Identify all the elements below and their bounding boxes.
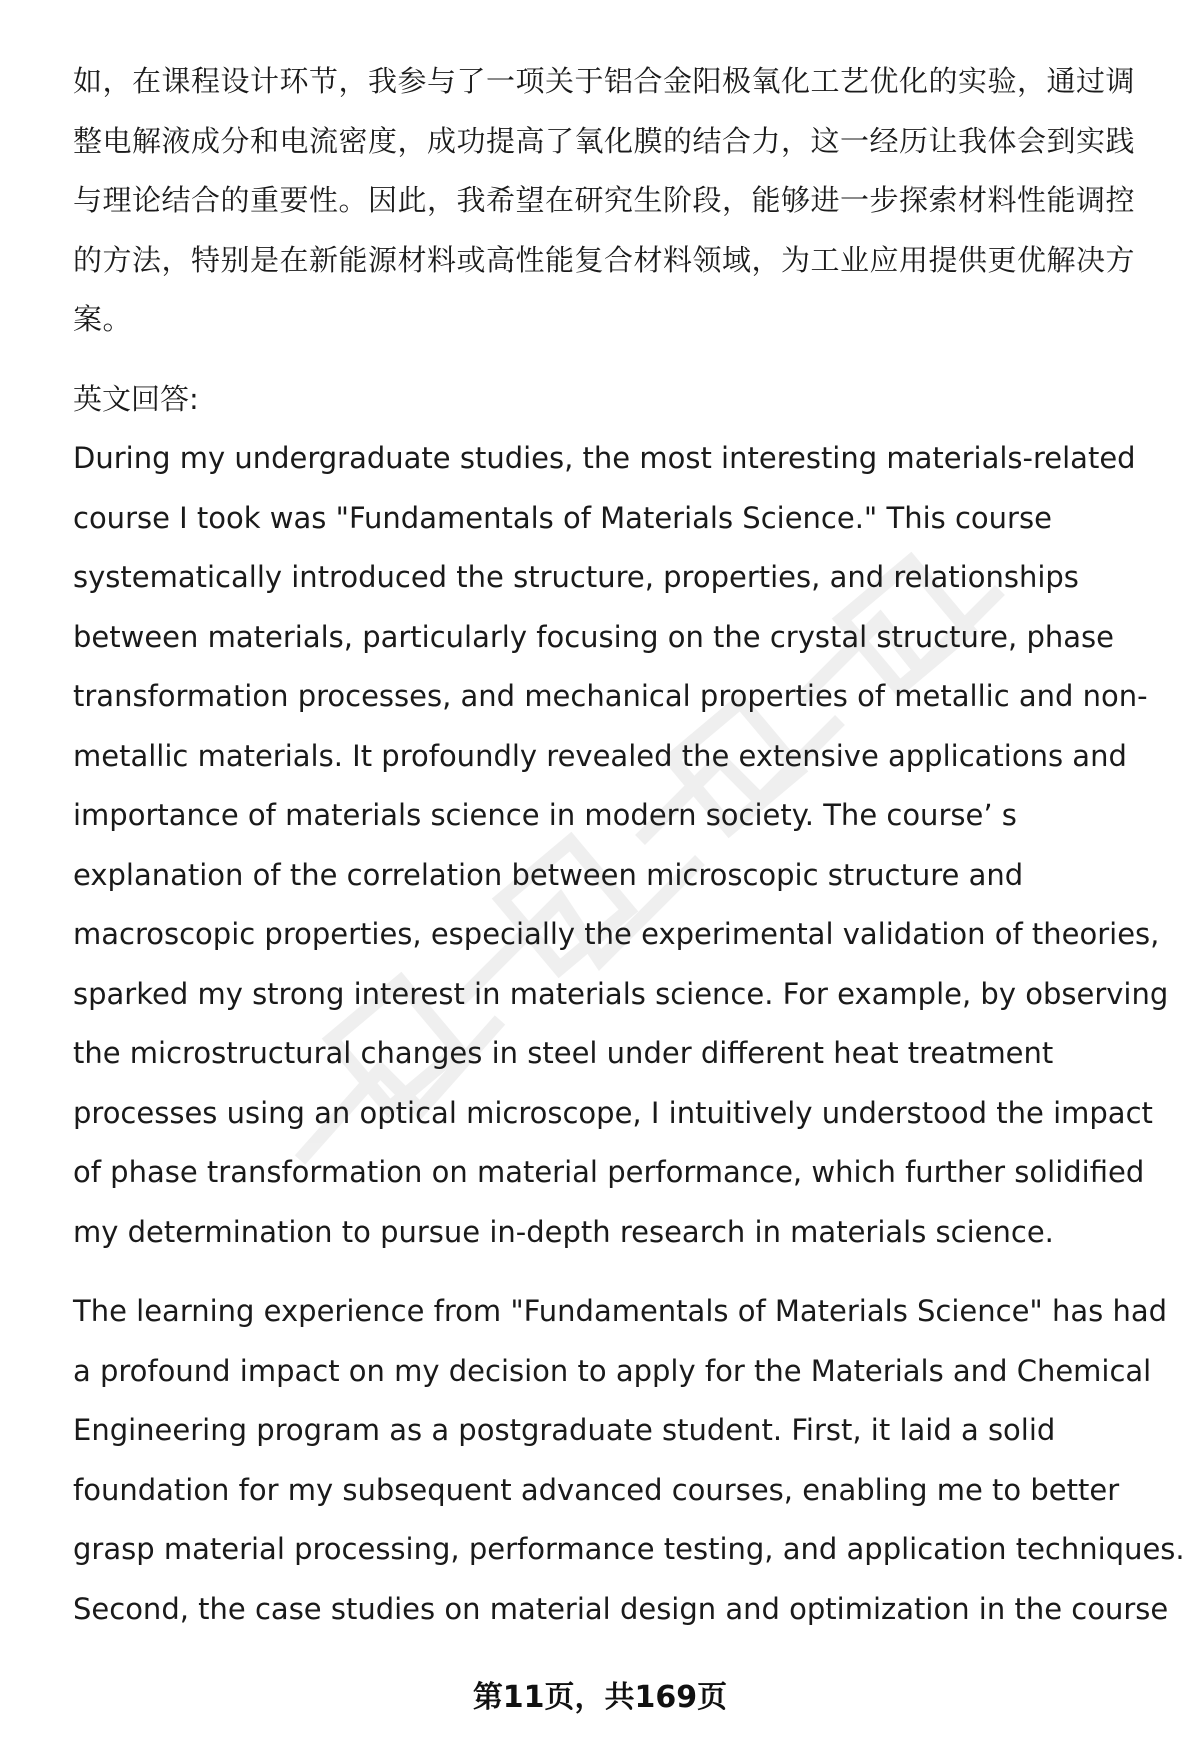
text-line: processes using an optical microscope, I intuitively understood the impact (73, 1095, 1153, 1130)
text-line: 案。 (73, 302, 133, 336)
text-line: importance of materials science in modern society. The course’ s (73, 798, 1017, 832)
text-line: between materials, particularly focusing on the crystal structure, phase (73, 619, 1114, 654)
text-line: Engineering program as a postgraduate student. First, it laid a solid (73, 1413, 1056, 1447)
text-line: of phase transformation on material performance, which further solidified (73, 1155, 1145, 1189)
page-number-footer: 第11页，共169页 (472, 1680, 728, 1715)
document-body (73, 52, 1185, 1659)
english-answer-label: 英文回答: (73, 381, 199, 416)
text-line: metallic materials. It profoundly revealed the extensive applications and (73, 738, 1127, 773)
text-line: foundation for my subsequent advanced courses, enabling me to better (73, 1472, 1120, 1507)
text-line: sparked my strong interest in materials science. For example, by observing (73, 976, 1169, 1011)
text-line: course I took was "Fundamentals of Materials Science." This course (73, 500, 1052, 535)
english-paragraph-2 (73, 1282, 1185, 1639)
text-line: 与理论结合的重要性。因此，我希望在研究生阶段，能够进一步探索材料性能调控 (73, 183, 1136, 217)
text-line: a profound impact on my decision to apply for the Materials and Chemical (73, 1353, 1152, 1388)
text-line: macroscopic properties, especially the experimental validation of theories, (73, 917, 1160, 951)
text-line: transformation processes, and mechanical properties of metallic and non- (73, 679, 1148, 713)
text-line: the microstructural changes in steel under different heat treatment (73, 1036, 1054, 1070)
text-line: The learning experience from "Fundamentals of Materials Science" has had (73, 1294, 1168, 1328)
text-line: 的方法，特别是在新能源材料或高性能复合材料领域，为工业应用提供更优解决方 (73, 242, 1136, 277)
text-line: Second, the case studies on material design and optimization in the course (73, 1591, 1169, 1626)
english-paragraph-1 (73, 429, 1169, 1262)
text-line: my determination to pursue in-depth research in materials science. (73, 1214, 1054, 1249)
text-line: grasp material processing, performance testing, and application techniques. (73, 1532, 1185, 1566)
text-line: During my undergraduate studies, the most interesting materials-related (73, 441, 1136, 475)
text-line: explanation of the correlation between microscopic structure and (73, 857, 1024, 892)
text-line: systematically introduced the structure, properties, and relationships (73, 560, 1079, 594)
intro-paragraph (73, 52, 1163, 350)
text-line: 如，在课程设计环节，我参与了一项关于铝合金阳极氧化工艺优化的实验，通过调 (73, 64, 1136, 98)
text-line: 整电解液成分和电流密度，成功提高了氧化膜的结合力，这一经历让我体会到实践 (73, 123, 1136, 158)
